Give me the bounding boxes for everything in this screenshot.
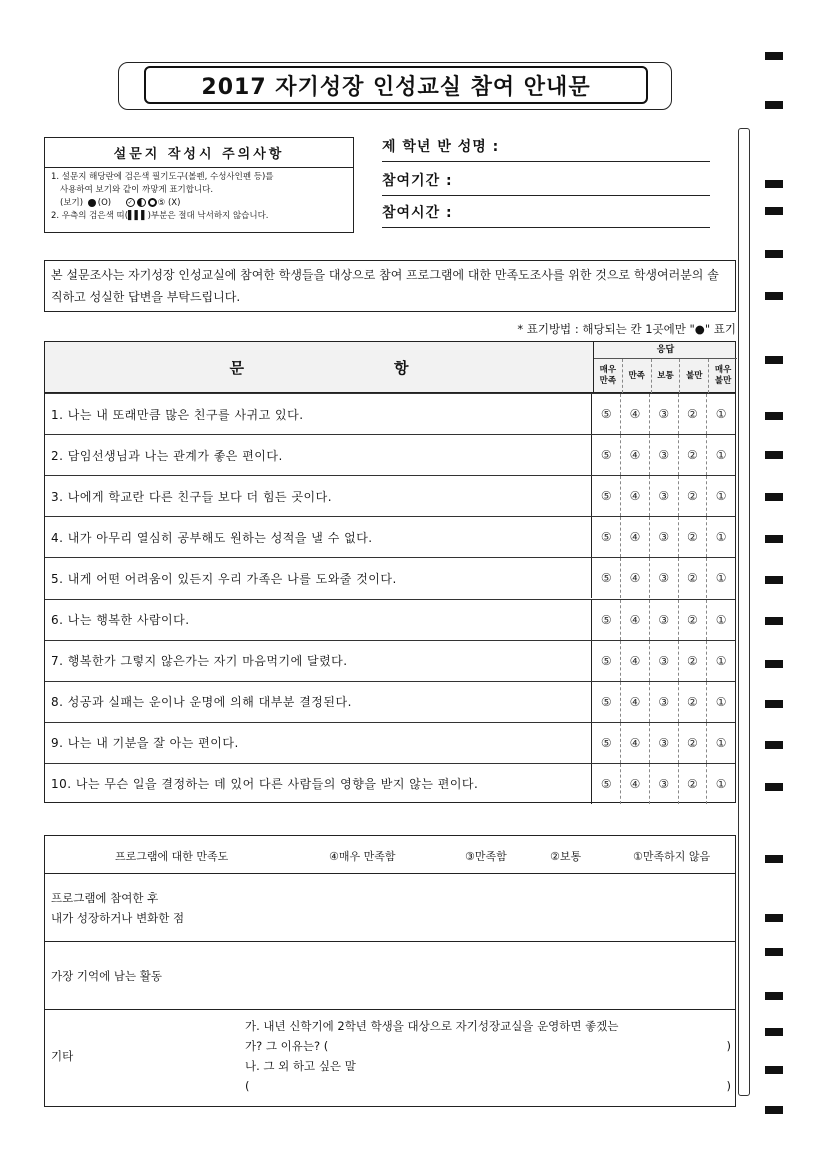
option-very-satisfied[interactable]: ④매우 만족함 xyxy=(329,850,396,863)
answer-bubble[interactable]: ① xyxy=(706,435,735,475)
answer-options xyxy=(591,517,735,557)
example-label: (보기) xyxy=(60,198,84,208)
answer-bubble[interactable]: ④ xyxy=(620,435,649,475)
answer-bubble[interactable]: ④ xyxy=(620,641,649,681)
question-table xyxy=(44,341,736,803)
page-title: 2017 자기성장 인성교실 참여 안내문 xyxy=(144,66,648,104)
example-bad: (X) xyxy=(167,198,181,208)
option-not-satisfied[interactable]: ①만족하지 않음 xyxy=(633,850,711,863)
ring-icon xyxy=(148,198,157,207)
answer-bubble[interactable]: ③ xyxy=(649,517,678,557)
response-columns xyxy=(594,359,737,393)
question-text: 6. 나는 행복한 사람이다. xyxy=(51,613,190,628)
answer-bubble[interactable]: ② xyxy=(678,476,707,516)
answer-bubble[interactable]: ① xyxy=(706,394,735,434)
answer-bubble[interactable]: ⑤ xyxy=(600,448,612,463)
answer-bubble[interactable]: ④ xyxy=(620,476,649,516)
timing-mark xyxy=(765,356,783,364)
timing-mark xyxy=(765,292,783,300)
etc-content xyxy=(245,1016,731,1096)
satisfaction-label: 프로그램에 대한 만족도 xyxy=(115,850,229,863)
answer-bubble[interactable]: ③ xyxy=(649,558,678,598)
caution-line-1: 1. 설문지 해당란에 검은색 필기도구(볼펜, 수성사인펜 등)를 xyxy=(51,172,274,182)
survey-intro: 본 설문조사는 자기성장 인성교실에 참여한 학생들을 대상으로 참여 프로그램에 대한 만족도조사를 위한 것으로 학생여러분의 솔직하고 성실한 답변을 부탁드립니다. xyxy=(44,260,736,312)
timing-mark xyxy=(765,1066,783,1074)
timing-mark xyxy=(765,660,783,668)
caution-box xyxy=(44,137,354,233)
timing-mark xyxy=(765,783,783,791)
table-row xyxy=(45,557,735,598)
check-mark-icon: ✓ xyxy=(127,199,133,206)
half-filled-icon xyxy=(137,198,146,207)
timing-mark xyxy=(765,1106,783,1114)
caution-line-2: 사용하여 보기와 같이 까맣게 표기합니다. xyxy=(60,185,214,195)
timing-mark xyxy=(765,914,783,922)
col-neutral: 보통 xyxy=(651,359,680,393)
answer-bubble[interactable]: ④ xyxy=(620,764,649,804)
table-row xyxy=(45,516,735,557)
answer-bubble[interactable]: ⑤ xyxy=(600,694,612,709)
answer-bubble[interactable]: ① xyxy=(706,517,735,557)
answer-bubble[interactable]: ① xyxy=(706,600,735,640)
etc-a-close: ) xyxy=(726,1039,731,1053)
growth-label-2: 내가 성장하거나 변화한 점 xyxy=(51,911,185,925)
question-text: 5. 내게 어떤 어려움이 있든지 우리 가족은 나를 도와줄 것이다. xyxy=(51,571,397,586)
answer-bubble[interactable]: ④ xyxy=(620,517,649,557)
answer-bubble[interactable]: ② xyxy=(678,600,707,640)
timing-mark xyxy=(765,576,783,584)
timing-mark xyxy=(765,535,783,543)
answer-options xyxy=(591,600,735,640)
answer-bubble[interactable]: ⑤ xyxy=(600,571,612,586)
timing-mark xyxy=(765,412,783,420)
answer-bubble[interactable]: ⑤ xyxy=(600,530,612,545)
etc-b-line2 xyxy=(245,1076,731,1096)
answer-options xyxy=(591,476,735,516)
answer-options xyxy=(591,394,735,434)
etc-b-open: ( xyxy=(245,1079,250,1093)
participation-time-line: 참여시간 : xyxy=(382,202,710,228)
participation-period-line: 참여기간 : xyxy=(382,170,710,196)
col-satisfied: 만족 xyxy=(622,359,651,393)
question-text: 1. 나는 내 또래만큼 많은 친구를 사귀고 있다. xyxy=(51,407,304,422)
response-label: 응답 xyxy=(594,342,737,359)
answer-bubble[interactable]: ⑤ xyxy=(600,776,612,791)
caution-example xyxy=(51,197,347,210)
table-row xyxy=(45,763,735,804)
timing-mark xyxy=(765,101,783,109)
answer-bubble[interactable]: ③ xyxy=(649,764,678,804)
col-very-satisfied: 매우 만족 xyxy=(599,365,617,386)
answer-bubble[interactable]: ② xyxy=(678,517,707,557)
answer-bubble[interactable]: ③ xyxy=(649,476,678,516)
etc-b-close: ) xyxy=(726,1079,731,1093)
answer-bubble[interactable]: ④ xyxy=(620,682,649,722)
table-row xyxy=(45,640,735,681)
answer-bubble[interactable]: ⑤ xyxy=(600,489,612,504)
question-text: 4. 내가 아무리 열심히 공부해도 원하는 성적을 낼 수 없다. xyxy=(51,530,373,545)
answer-bubble[interactable]: ③ xyxy=(649,723,678,763)
timing-mark xyxy=(765,493,783,501)
memorable-row[interactable] xyxy=(45,942,735,1010)
answer-bubble[interactable]: ⑤ xyxy=(600,735,612,750)
answer-options xyxy=(591,723,735,763)
response-header xyxy=(593,342,737,393)
table-row xyxy=(45,681,735,722)
timing-mark xyxy=(765,741,783,749)
answer-options xyxy=(591,641,735,681)
question-text: 3. 나에게 학교란 다른 친구들 보다 더 힘든 곳이다. xyxy=(51,489,333,504)
item-header-left: 문 xyxy=(229,359,244,377)
table-row xyxy=(45,722,735,763)
timing-mark xyxy=(765,855,783,863)
etc-a-question: 가? 그 이유는? ( xyxy=(245,1039,329,1053)
timing-mark xyxy=(765,700,783,708)
caution-body xyxy=(45,168,353,226)
answer-options xyxy=(591,435,735,475)
answer-bubble[interactable]: ① xyxy=(706,476,735,516)
table-row xyxy=(45,599,735,640)
answer-bubble[interactable]: ③ xyxy=(649,641,678,681)
timing-track xyxy=(738,128,750,1096)
answer-bubble[interactable]: ③ xyxy=(649,600,678,640)
satisfaction-box xyxy=(44,835,736,1107)
growth-row[interactable] xyxy=(45,874,735,942)
caution-line-3: 2. 우측의 검은색 띠(▌▌▌)부분은 절대 낙서하지 않습니다. xyxy=(51,211,269,221)
answer-bubble[interactable]: ① xyxy=(706,764,735,804)
answer-options xyxy=(591,558,735,598)
answer-bubble[interactable]: ④ xyxy=(620,394,649,434)
answer-bubble[interactable]: ③ xyxy=(649,394,678,434)
answer-bubble[interactable]: ① xyxy=(706,558,735,598)
etc-b-line1: 나. 그 외 하고 싶은 말 xyxy=(245,1059,356,1073)
answer-bubble[interactable]: ⑤ xyxy=(600,407,612,422)
timing-mark xyxy=(765,451,783,459)
answer-bubble[interactable]: ④ xyxy=(620,558,649,598)
example-bad-marks: ⑤ xyxy=(157,198,166,208)
question-text: 7. 행복한가 그렇지 않은가는 자기 마음먹기에 달렸다. xyxy=(51,654,348,669)
timing-mark xyxy=(765,180,783,188)
question-text: 2. 담임선생님과 나는 관계가 좋은 편이다. xyxy=(51,448,283,463)
answer-bubble[interactable]: ② xyxy=(678,764,707,804)
grade-class-name-line: 제 학년 반 성명 : xyxy=(382,136,710,162)
etc-row[interactable] xyxy=(45,1010,735,1106)
table-header xyxy=(45,342,735,393)
timing-mark xyxy=(765,992,783,1000)
answer-bubble[interactable]: ③ xyxy=(649,435,678,475)
answer-bubble[interactable]: ④ xyxy=(620,723,649,763)
etc-a-line2 xyxy=(245,1036,731,1056)
memorable-label: 가장 기억에 남는 활동 xyxy=(51,969,162,983)
question-text: 8. 성공과 실패는 운이나 운명에 의해 대부분 결정된다. xyxy=(51,695,352,710)
timing-mark xyxy=(765,250,783,258)
caution-heading: 설문지 작성시 주의사항 xyxy=(45,138,353,168)
example-ok: (O) xyxy=(97,198,112,208)
timing-mark xyxy=(765,617,783,625)
answer-bubble[interactable]: ② xyxy=(678,682,707,722)
answer-bubble[interactable]: ① xyxy=(706,641,735,681)
answer-bubble[interactable]: ④ xyxy=(620,600,649,640)
answer-options xyxy=(591,764,735,804)
answer-bubble[interactable]: ① xyxy=(706,723,735,763)
item-header xyxy=(45,342,593,393)
answer-bubble[interactable]: ② xyxy=(678,558,707,598)
col-very-dissatisfied: 매우 불만 xyxy=(708,359,737,393)
marking-method: * 표기방법 : 해당되는 칸 1곳에만 "●" 표기 xyxy=(517,322,736,336)
answer-bubble[interactable]: ① xyxy=(706,682,735,722)
timing-mark xyxy=(765,52,783,60)
question-text: 10. 나는 무슨 일을 결정하는 데 있어 다른 사람들의 영향을 받지 않는 편이다. xyxy=(51,777,479,792)
answer-bubble[interactable]: ② xyxy=(678,394,707,434)
answer-bubble[interactable]: ② xyxy=(678,641,707,681)
table-row xyxy=(45,475,735,516)
timing-mark xyxy=(765,948,783,956)
table-row xyxy=(45,434,735,475)
etc-a-line1: 가. 내년 신학기에 2학년 학생을 대상으로 자기성장교실을 운영하면 좋겠는 xyxy=(245,1019,619,1033)
answer-bubble[interactable]: ② xyxy=(678,435,707,475)
satisfaction-row xyxy=(45,836,735,874)
answer-bubble[interactable]: ⑤ xyxy=(600,653,612,668)
filled-dot-icon xyxy=(88,199,96,207)
answer-options xyxy=(591,682,735,722)
growth-label-1: 프로그램에 참여한 후 xyxy=(51,891,159,905)
timing-mark xyxy=(765,207,783,215)
option-neutral[interactable]: ②보통 xyxy=(550,850,582,863)
question-text: 9. 나는 내 기분을 잘 아는 편이다. xyxy=(51,736,239,751)
table-row xyxy=(45,393,735,434)
timing-mark xyxy=(765,1028,783,1036)
answer-bubble[interactable]: ⑤ xyxy=(600,612,612,627)
option-satisfied[interactable]: ③만족함 xyxy=(465,850,507,863)
answer-bubble[interactable]: ② xyxy=(678,723,707,763)
col-dissatisfied: 불만 xyxy=(679,359,708,393)
answer-bubble[interactable]: ③ xyxy=(649,682,678,722)
item-header-right: 항 xyxy=(394,359,409,377)
etc-label: 기타 xyxy=(51,1049,74,1063)
